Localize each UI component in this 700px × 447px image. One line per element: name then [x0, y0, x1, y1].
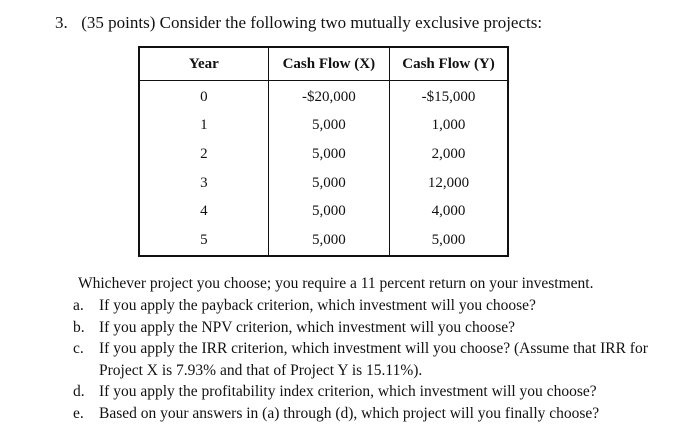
- cell-cash-flow-y: 4,000: [431, 203, 466, 220]
- table-row: [139, 81, 508, 112]
- table-row: [139, 112, 508, 141]
- cell-cash-flow-y: 1,000: [431, 117, 466, 134]
- sub-question-marker: a.: [73, 297, 84, 314]
- sub-question-marker: d.: [73, 383, 85, 401]
- sub-question-e: [72, 403, 672, 425]
- cell-cash-flow-y: -$15,000: [421, 88, 476, 105]
- cell-year: 0: [139, 81, 268, 112]
- header-year: Year: [139, 47, 268, 81]
- sub-question-list: [72, 295, 672, 425]
- question-number: 3.: [55, 13, 68, 32]
- cell-cash-flow-x: 5,000: [268, 140, 389, 169]
- sub-question-marker: e.: [73, 404, 84, 422]
- cell-cash-flow-y: 2,000: [431, 145, 466, 162]
- table-row: [139, 197, 508, 226]
- required-return-statement: Whichever project you choose; you require a 11 percent return on your investment.: [78, 275, 594, 292]
- sub-question-text: Based on your answers in (a) through (d), which project will you finally choose?: [99, 404, 600, 422]
- sub-question-text: If you apply the payback criterion, which investment will you choose?: [99, 297, 536, 314]
- sub-question-text: If you apply the NPV criterion, which investment will you choose?: [99, 318, 515, 336]
- sub-question-d: [72, 381, 672, 403]
- cell-year: 2: [139, 140, 268, 169]
- header-cash-flow-y: Cash Flow (Y): [390, 47, 508, 81]
- table-row: [139, 140, 508, 169]
- cell-cash-flow-x: 5,000: [268, 226, 389, 256]
- table-row: [139, 226, 508, 256]
- cell-year: 1: [139, 112, 268, 141]
- sub-question-a: [72, 295, 672, 317]
- cash-flow-table: [138, 46, 509, 257]
- cell-cash-flow-x: 5,000: [268, 197, 389, 226]
- question-text: (35 points) Consider the following two mutually exclusive projects:: [81, 13, 543, 32]
- cell-year: 4: [139, 197, 268, 226]
- question-heading: [55, 12, 542, 34]
- sub-question-marker: b.: [73, 318, 85, 336]
- cell-year: 3: [139, 169, 268, 198]
- sub-question-c: [72, 338, 672, 381]
- sub-question-b: [72, 317, 672, 339]
- cell-cash-flow-x: -$20,000: [268, 81, 389, 112]
- cell-cash-flow-y: 12,000: [427, 174, 470, 191]
- table-header-row: [139, 47, 508, 81]
- cell-cash-flow-x: 5,000: [268, 112, 389, 141]
- sub-question-marker: c.: [73, 340, 84, 358]
- table-row: [139, 169, 508, 198]
- cell-cash-flow-x: 5,000: [268, 169, 389, 198]
- cell-cash-flow-y: 5,000: [431, 231, 466, 248]
- sub-question-text: If you apply the profitability index criterion, which investment will you choose?: [99, 383, 597, 401]
- sub-question-text: If you apply the IRR criterion, which investment will you choose? (Assume that IRR for Project X is 7.93% and that of Project Y is 15.11%).: [99, 340, 648, 379]
- header-cash-flow-x: Cash Flow (X): [268, 47, 389, 81]
- cell-year: 5: [139, 226, 268, 256]
